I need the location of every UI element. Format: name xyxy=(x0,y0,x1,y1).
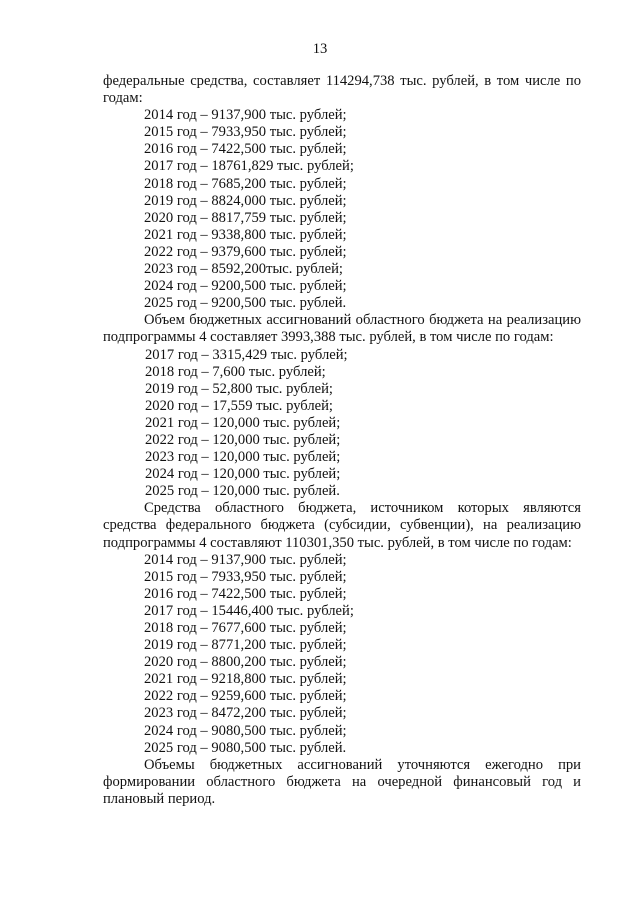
list-item: 2015 год – 7933,950 тыс. рублей; xyxy=(144,124,347,141)
paragraph-federal-source-line-3: подпрограммы 4 составляют 110301,350 тыс. рублей, в том числе по годам: xyxy=(103,534,572,551)
document-body xyxy=(103,73,581,808)
list-item: 2015 год – 7933,950 тыс. рублей; xyxy=(144,568,347,585)
list-item: 2025 год – 120,000 тыс. рублей. xyxy=(145,483,340,500)
federal-source-by-year-list xyxy=(103,552,581,757)
list-item: 2018 год – 7677,600 тыс. рублей; xyxy=(144,620,347,636)
paragraph-regional-budget-line-1: Объем бюджетных ассигнований областного бюджета на реализацию xyxy=(144,312,581,329)
regional-budget-by-year-list xyxy=(103,347,581,501)
list-item: 2024 год – 9080,500 тыс. рублей; xyxy=(144,722,347,739)
list-item: 2024 год – 9200,500 тыс. рублей; xyxy=(144,278,347,295)
intro-line-2: годам: xyxy=(103,90,143,107)
list-item: 2017 год – 3315,429 тыс. рублей; xyxy=(145,346,348,363)
paragraph-federal-source-line-2: средства федерального бюджета (субсидии, субвенции), на реализацию xyxy=(103,517,581,534)
intro-line-1: федеральные средства, составляет 114294,738 тыс. рублей, в том числе по xyxy=(103,73,581,89)
list-item: 2021 год – 9218,800 тыс. рублей; xyxy=(144,671,347,688)
list-item: 2019 год – 52,800 тыс. рублей; xyxy=(145,380,333,397)
list-item: 2022 год – 9379,600 тыс. рублей; xyxy=(144,243,347,260)
list-item: 2019 год – 8771,200 тыс. рублей; xyxy=(144,637,347,654)
list-item: 2020 год – 8817,759 тыс. рублей; xyxy=(144,209,347,226)
list-item: 2016 год – 7422,500 тыс. рублей; xyxy=(144,585,347,602)
page-number: 13 xyxy=(312,41,328,57)
list-item: 2019 год – 8824,000 тыс. рублей; xyxy=(144,192,347,209)
list-item: 2025 год – 9200,500 тыс. рублей. xyxy=(144,295,347,312)
list-item: 2016 год – 7422,500 тыс. рублей; xyxy=(144,141,347,158)
list-item: 2020 год – 8800,200 тыс. рублей; xyxy=(144,654,347,671)
federal-funds-by-year-list xyxy=(103,107,581,312)
list-item: 2023 год – 120,000 тыс. рублей; xyxy=(145,449,341,466)
list-item: 2017 год – 15446,400 тыс. рублей; xyxy=(144,602,354,619)
list-item: 2025 год – 9080,500 тыс. рублей. xyxy=(144,739,347,756)
list-item: 2021 год – 9338,800 тыс. рублей; xyxy=(144,226,347,243)
paragraph-regional-budget-line-2: подпрограммы 4 составляет 3993,388 тыс. рублей, в том числе по годам: xyxy=(103,329,554,346)
list-item: 2023 год – 8472,200 тыс. рублей; xyxy=(144,705,347,722)
list-item: 2022 год – 120,000 тыс. рублей; xyxy=(145,431,341,448)
list-item: 2023 год – 8592,200тыс. рублей; xyxy=(144,261,343,278)
list-item: 2017 год – 18761,829 тыс. рублей; xyxy=(144,158,354,175)
paragraph-clarification-line-1: Объемы бюджетных ассигнований уточняются ежегодно при xyxy=(144,756,581,773)
list-item: 2018 год – 7,600 тыс. рублей; xyxy=(145,363,326,380)
list-item: 2021 год – 120,000 тыс. рублей; xyxy=(145,414,341,431)
list-item: 2018 год – 7685,200 тыс. рублей; xyxy=(144,175,347,192)
list-item: 2024 год – 120,000 тыс. рублей; xyxy=(145,466,341,483)
list-item: 2022 год – 9259,600 тыс. рублей; xyxy=(144,688,347,705)
list-item: 2014 год – 9137,900 тыс. рублей; xyxy=(144,551,347,568)
paragraph-clarification-line-2: формировании областного бюджета на очередной финансовый год и xyxy=(103,773,581,790)
paragraph-clarification-line-3: плановый период. xyxy=(103,790,216,807)
list-item: 2020 год – 17,559 тыс. рублей; xyxy=(145,397,333,414)
paragraph-federal-source-line-1: Средства областного бюджета, источником которых являются xyxy=(144,500,581,517)
list-item: 2014 год – 9137,900 тыс. рублей; xyxy=(144,107,347,124)
